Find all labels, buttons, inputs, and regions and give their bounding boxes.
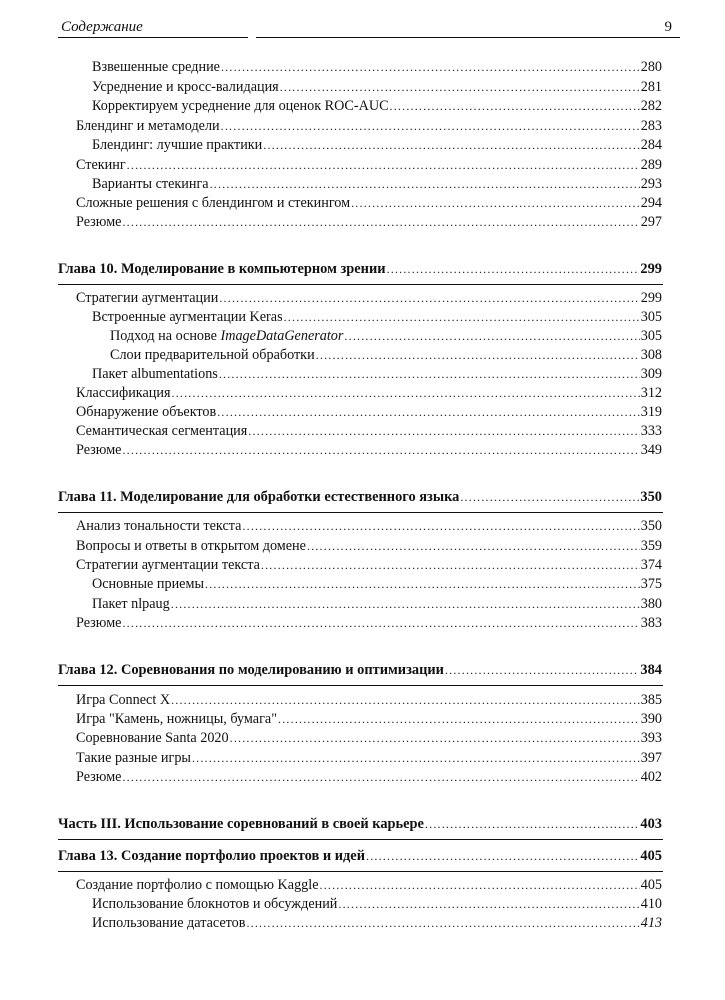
toc-entry-title: Семантическая сегментация bbox=[76, 423, 248, 439]
toc-entry-page: 402 bbox=[640, 769, 662, 785]
toc-entry[interactable] bbox=[92, 78, 662, 97]
chapter-title: Глава 12. Соревнования по моделированию и оптимизации bbox=[58, 662, 444, 678]
toc-leader-dots bbox=[338, 895, 639, 914]
toc-entry-page: 380 bbox=[640, 596, 662, 612]
toc-leader-dots bbox=[278, 710, 640, 729]
toc-entry-title: Использование блокнотов и обсуждений bbox=[92, 896, 338, 912]
toc-entry[interactable] bbox=[76, 876, 662, 895]
toc-entry-page: 297 bbox=[640, 214, 662, 230]
toc-entry-page: 350 bbox=[640, 518, 662, 534]
toc-entry[interactable] bbox=[76, 289, 662, 308]
toc-entry[interactable] bbox=[92, 575, 662, 594]
toc-entry[interactable] bbox=[76, 749, 662, 768]
toc-entry-title: Игра "Камень, ножницы, бумага" bbox=[76, 711, 278, 727]
toc-leader-dots bbox=[172, 384, 640, 403]
toc-entry-page: 309 bbox=[640, 366, 662, 382]
toc-entry-title: Варианты стекинга bbox=[92, 176, 209, 192]
running-header-title: Содержание bbox=[61, 19, 143, 35]
chapter-page: 350 bbox=[640, 489, 662, 505]
chapter-rule bbox=[58, 685, 663, 686]
toc-leader-dots bbox=[122, 614, 639, 633]
toc-entry-title: Сложные решения с блендингом и стекингом bbox=[76, 195, 351, 211]
toc-entry-title: Использование датасетов bbox=[92, 915, 246, 931]
toc-leader-dots bbox=[210, 175, 640, 194]
toc-entry[interactable] bbox=[92, 175, 662, 194]
toc-entry-title: Подход на основе ImageDataGenerator bbox=[110, 328, 344, 344]
toc-entry-page: 305 bbox=[640, 309, 662, 325]
toc-entry[interactable] bbox=[76, 422, 662, 441]
toc-chapter-13[interactable] bbox=[58, 847, 662, 866]
toc-chapter-11[interactable] bbox=[58, 488, 662, 507]
toc-entry-page: 413 bbox=[640, 915, 662, 931]
toc-entry[interactable] bbox=[92, 365, 662, 384]
toc-leader-dots bbox=[316, 346, 640, 365]
toc-entry-title: Создание портфолио с помощью Kaggle bbox=[76, 877, 319, 893]
toc-entry-page: 319 bbox=[640, 404, 662, 420]
toc-chapter-10[interactable] bbox=[58, 260, 662, 279]
toc-leader-dots bbox=[280, 78, 640, 97]
header-rule bbox=[58, 37, 680, 38]
toc-entry-title: Обнаружение объектов bbox=[76, 404, 217, 420]
toc-entry-title: Слои предварительной обработки bbox=[110, 347, 315, 363]
toc-leader-dots bbox=[460, 488, 639, 507]
toc-leader-dots bbox=[445, 661, 639, 680]
running-header bbox=[58, 18, 680, 40]
toc-leader-dots bbox=[217, 403, 640, 422]
toc-leader-dots bbox=[221, 58, 640, 77]
toc-entry-title: Стекинг bbox=[76, 157, 126, 173]
chapter-title: Глава 13. Создание портфолио проектов и идей bbox=[58, 848, 365, 864]
toc-entry-title: Соревнование Santa 2020 bbox=[76, 730, 229, 746]
chapter-rule bbox=[58, 871, 663, 872]
toc-entry[interactable] bbox=[92, 914, 662, 933]
toc-leader-dots bbox=[242, 517, 639, 536]
toc-entry[interactable] bbox=[76, 768, 662, 787]
toc-entry-title: Стратегии аугментации bbox=[76, 290, 219, 306]
toc-entry-title: Такие разные игры bbox=[76, 750, 191, 766]
toc-leader-dots bbox=[284, 308, 640, 327]
toc-entry-title: Корректируем усреднение для оценок ROC-AUC bbox=[92, 98, 389, 114]
toc-entry[interactable] bbox=[76, 117, 662, 136]
chapter-rule bbox=[58, 512, 663, 513]
toc-part-3[interactable] bbox=[58, 815, 662, 834]
toc-leader-dots bbox=[248, 422, 639, 441]
toc-entry-page: 333 bbox=[640, 423, 662, 439]
toc-entry-title: Пакет albumentations bbox=[92, 366, 218, 382]
toc-chapter-12[interactable] bbox=[58, 661, 662, 680]
toc-leader-dots bbox=[192, 749, 640, 768]
toc-leader-dots bbox=[366, 847, 639, 866]
chapter-page: 299 bbox=[640, 261, 662, 277]
toc-leader-dots bbox=[351, 194, 640, 213]
toc-entry-title: Встроенные аугментации Keras bbox=[92, 309, 283, 325]
toc-leader-dots bbox=[171, 691, 640, 710]
toc-entry-page: 390 bbox=[640, 711, 662, 727]
toc-leader-dots bbox=[122, 213, 639, 232]
toc-entry-page: 410 bbox=[640, 896, 662, 912]
chapter-page: 384 bbox=[640, 662, 662, 678]
toc-entry-page: 375 bbox=[640, 576, 662, 592]
toc-entry-page: 282 bbox=[640, 98, 662, 114]
toc-leader-dots bbox=[127, 156, 640, 175]
toc-entry[interactable] bbox=[92, 308, 662, 327]
running-header-page-number: 9 bbox=[664, 19, 672, 35]
toc-entry-page: 359 bbox=[640, 538, 662, 554]
toc-entry[interactable] bbox=[76, 556, 662, 575]
toc-leader-dots bbox=[261, 556, 640, 575]
toc-entry-title: Игра Connect X bbox=[76, 692, 171, 708]
toc-leader-dots bbox=[320, 876, 640, 895]
toc-leader-dots bbox=[219, 289, 639, 308]
toc-entry-page: 312 bbox=[640, 385, 662, 401]
toc-leader-dots bbox=[219, 365, 640, 384]
toc-entry-page: 374 bbox=[640, 557, 662, 573]
toc-entry[interactable] bbox=[92, 595, 662, 614]
toc-leader-dots bbox=[122, 441, 639, 460]
toc-entry-page: 281 bbox=[640, 79, 662, 95]
toc-entry[interactable] bbox=[76, 194, 662, 213]
chapter-page: 405 bbox=[640, 848, 662, 864]
toc-entry-title: Классификация bbox=[76, 385, 171, 401]
toc-entry[interactable] bbox=[76, 537, 662, 556]
toc-entry[interactable] bbox=[76, 710, 662, 729]
toc-leader-dots bbox=[230, 729, 640, 748]
toc-leader-dots bbox=[390, 97, 640, 116]
toc-entry[interactable] bbox=[92, 136, 662, 155]
toc-entry-page: 397 bbox=[640, 750, 662, 766]
toc-entry-title: Стратегии аугментации текста bbox=[76, 557, 260, 573]
toc-leader-dots bbox=[387, 260, 640, 279]
toc-entry-page: 305 bbox=[640, 328, 662, 344]
toc-entry-title: Анализ тональности текста bbox=[76, 518, 242, 534]
toc-entry-page: 294 bbox=[640, 195, 662, 211]
toc-leader-dots bbox=[425, 815, 639, 834]
toc-entry[interactable] bbox=[92, 895, 662, 914]
toc-entry[interactable] bbox=[110, 346, 662, 365]
toc-entry-page: 283 bbox=[640, 118, 662, 134]
toc-leader-dots bbox=[246, 914, 639, 933]
toc-entry-page: 383 bbox=[640, 615, 662, 631]
toc-entry-title: Резюме bbox=[76, 615, 122, 631]
toc-entry[interactable] bbox=[92, 58, 662, 77]
toc-entry-page: 308 bbox=[640, 347, 662, 363]
part-page: 403 bbox=[640, 816, 662, 832]
chapter-rule bbox=[58, 284, 663, 285]
toc-entry[interactable] bbox=[92, 97, 662, 116]
toc-entry-title: Пакет nlpaug bbox=[92, 596, 170, 612]
toc-leader-dots bbox=[263, 136, 639, 155]
toc-entry-title: Вопросы и ответы в открытом домене bbox=[76, 538, 306, 554]
toc-leader-dots bbox=[205, 575, 640, 594]
toc-entry-title: Блендинг и метамодели bbox=[76, 118, 220, 134]
toc-leader-dots bbox=[122, 768, 639, 787]
toc-entry-title: Блендинг: лучшие практики bbox=[92, 137, 263, 153]
toc-leader-dots bbox=[171, 595, 640, 614]
toc-entry[interactable] bbox=[76, 441, 662, 460]
toc-leader-dots bbox=[307, 537, 640, 556]
toc-entry-title-italic: ImageDataGenerator bbox=[220, 328, 344, 344]
toc-entry-title: Резюме bbox=[76, 214, 122, 230]
toc-entry[interactable] bbox=[76, 614, 662, 633]
toc-entry-title: Резюме bbox=[76, 442, 122, 458]
toc-entry-title: Основные приемы bbox=[92, 576, 204, 592]
toc-entry[interactable] bbox=[110, 327, 662, 346]
toc-entry-page: 280 bbox=[640, 59, 662, 75]
toc-entry[interactable] bbox=[76, 213, 662, 232]
toc-leader-dots bbox=[344, 327, 639, 346]
toc-entry-title: Резюме bbox=[76, 769, 122, 785]
toc-entry[interactable] bbox=[76, 156, 662, 175]
toc-entry[interactable] bbox=[76, 517, 662, 536]
toc-entry-page: 405 bbox=[640, 877, 662, 893]
toc-entry-page: 349 bbox=[640, 442, 662, 458]
toc-entry-page: 289 bbox=[640, 157, 662, 173]
toc-entry-page: 393 bbox=[640, 730, 662, 746]
toc-entry-page: 299 bbox=[640, 290, 662, 306]
part-title: Часть III. Использование соревнований в своей карьере bbox=[58, 816, 424, 832]
toc-entry[interactable] bbox=[76, 384, 662, 403]
toc-entry-title: Взвешенные средние bbox=[92, 59, 220, 75]
part-rule bbox=[58, 839, 663, 840]
toc-entry[interactable] bbox=[76, 403, 662, 422]
chapter-title: Глава 10. Моделирование в компьютерном зрении bbox=[58, 261, 386, 277]
chapter-title: Глава 11. Моделирование для обработки естественного языка bbox=[58, 489, 460, 505]
toc-entry-title: Усреднение и кросс-валидация bbox=[92, 79, 279, 95]
toc-entry-page: 293 bbox=[640, 176, 662, 192]
toc-entry[interactable] bbox=[76, 729, 662, 748]
toc-entry-page: 385 bbox=[640, 692, 662, 708]
toc-leader-dots bbox=[221, 117, 640, 136]
toc-entry-page: 284 bbox=[640, 137, 662, 153]
toc-entry[interactable] bbox=[76, 691, 662, 710]
